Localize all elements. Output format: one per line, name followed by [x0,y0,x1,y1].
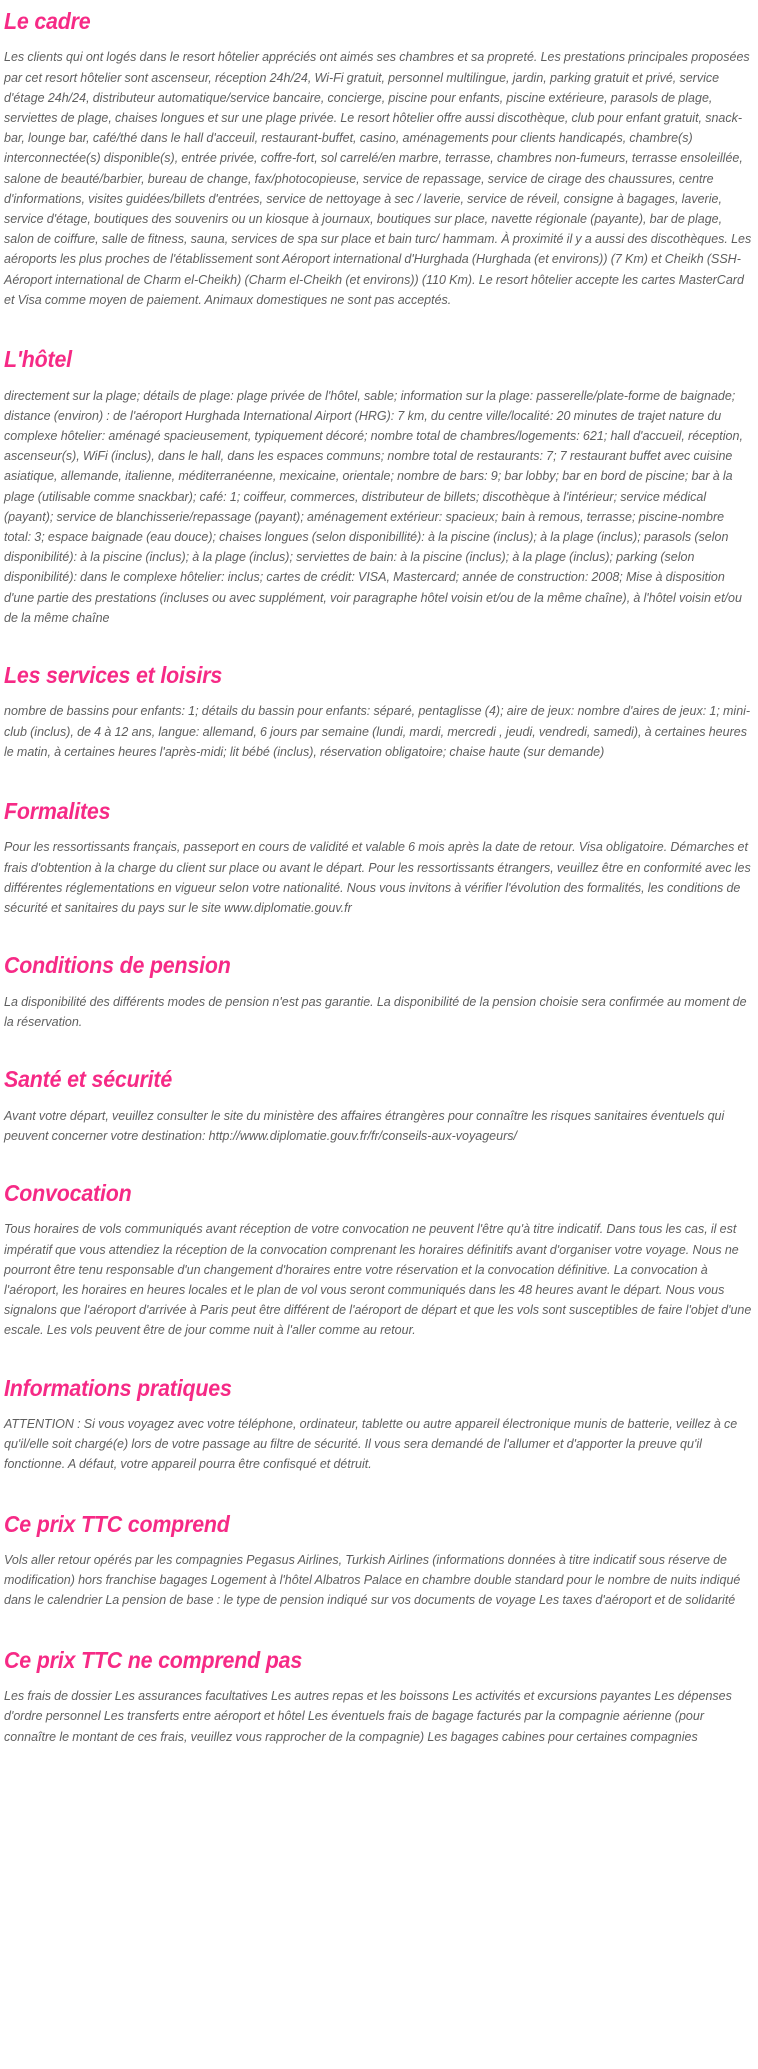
section-convocation [4,1180,754,1341]
section-title-ce-prix-ttc-comprend: Ce prix TTC comprend [4,1510,230,1537]
section-les-services-et-loisirs [4,662,754,762]
section-title-ce-prix-ttc-ne-comprend-pas: Ce prix TTC ne comprend pas [4,1646,303,1673]
section-title-le-cadre: Le cadre [4,8,91,34]
section-le-cadre [4,8,754,310]
section-body-ce-prix-ttc-comprend: Vols aller retour opérés par les compagnies Pegasus Airlines, Turkish Airlines (informations données à titre indicatif sous réserve de modification) hors franchise bagages Logement à l'hôtel Albatros Palace en chambre double standard pour le nombre de nuits indiqué dans le calendrier La pension de base : le type de pension indiqué sur vos documents de voyage Les taxes d'aéroport et de solidarité [4,1552,741,1608]
section-title-formalites: Formalites [4,798,111,824]
section-ce-prix-ttc-ne-comprend-pas [4,1647,754,1747]
section-title-les-services-et-loisirs: Les services et loisirs [4,661,223,688]
section-body-formalites: Pour les ressortissants français, passeport en cours de validité et valable 6 mois après la date de retour. Visa obligatoire. Démarches et frais d'obtention à la charge du client sur place ou avant le départ. Pour les ressortissants étrangers, veuillez être en conformité avec les différentes réglementations en vigueur selon votre nationalité. Nous vous invitons à vérifier l'évolution des formalités, les conditions de sécurité et sanitaires du pays sur le site www.diplomatie.gouv.fr [4,839,751,916]
section-informations-pratiques [4,1375,754,1475]
section-body-conditions-de-pension: La disponibilité des différents modes de pension n'est pas garantie. La disponibilité de la pension choisie sera confirmée au moment de la réservation. [4,993,747,1029]
section-lhotel [4,346,754,628]
section-body-ce-prix-ttc-ne-comprend-pas: Les frais de dossier Les assurances facultatives Les autres repas et les boissons Les activités et excursions payantes Les dépenses d'ordre personnel Les transferts entre aéroport et hôtel Les éventuels frais de bagage facturés par la compagnie aérienne (pour connaître le montant de ces frais, veuillez vous rapprocher de la compagnie) Les bagages cabines pour certaines compagnies [4,1688,732,1744]
section-title-informations-pratiques: Informations pratiques [4,1374,232,1401]
section-title-convocation: Convocation [4,1179,132,1206]
section-body-sante-et-securite: Avant votre départ, veuillez consulter le site du ministère des affaires étrangères pour connaître les risques sanitaires éventuels qui peuvent concerner votre destination: http://www.diplomatie.gouv.fr/fr/conseils-aux-voyageurs/ [4,1107,725,1143]
section-body-convocation: Tous horaires de vols communiqués avant réception de votre convocation ne peuvent l'être qu'à titre indicatif. Dans tous les cas, il est impératif que vous attendiez la réception de la convocation comprenant les horaires définitifs avant d'organiser votre voyage. Nous ne pourront être tenu responsable d'un changement d'horaires entre votre réservation et la convocation définitive. La convocation à l'aéroport, les horaires en heures locales et le plan de vol vous seront communiqués dans les 48 heures avant le départ. Nous vous signalons que l'aéroport d'arrivée à Paris peut être différent de l'aéroport de départ et que les vols sont susceptibles de faire l'objet d'une escale. Les vols peuvent être de jour comme nuit à l'aller comme au retour. [4,1221,752,1338]
section-title-conditions-de-pension: Conditions de pension [4,952,231,979]
section-title-sante-et-securite: Santé et sécurité [4,1066,173,1093]
section-title-lhotel: L'hôtel [4,346,72,373]
section-body-le-cadre: Les clients qui ont logés dans le resort hôtelier appréciés ont aimés ses chambres et sa propreté. Les prestations principales proposées par cet resort hôtelier sont ascenseur, réception 24h/24, Wi-Fi gratuit, personnel multilingue, jardin, parking gratuit et privé, service d'étage 24h/24, distributeur automatique/service bancaire, concierge, piscine pour enfants, piscine extérieure, parasols de plage, serviettes de plage, chaises longues et sur une plage privée. Le resort hôtelier offre aussi discothèque, club pour enfant gratuit, snack-bar, lounge bar, café/thé dans le hall d'acceuil, restaurant-buffet, casino, aménagements pour clients handicapés, chambre(s) interconnectée(s) disponible(s), entrée privée, coffre-fort, sol carrelé/en marbre, terrasse, chambres non-fumeurs, terrasse ensoleillée, salone de beauté/barbier, bureau de change, fax/photocopieuse, service de repassage, service de cirage des chaussures, centre d'informations, visites guidées/billets d'entrées, service de nettoyage à sec / laverie, service de réveil, consigne à bagages, laverie, service d'étage, boutiques des souvenirs ou un kiosque à journaux, boutiques sur place, navette régionale (payante), bar de plage, salon de coiffure, salle de fitness, sauna, services de spa sur place et bain turc/ hammam. À proximité il y a aussi des discothèques. Les aéroports les plus proches de l'établissement sont Aéroport international d'Hurghada (Hurghada (et environs)) (7 Km) et Cheikh (SSH-Aéroport international de Charm el-Cheikh) (Charm el-Cheikh (et environs)) (110 Km). Le resort hôtelier accepte les cartes MasterCard et Visa comme moyen de paiement. Animaux domestiques ne sont pas acceptés. [4,49,752,307]
section-body-informations-pratiques: ATTENTION : Si vous voyagez avec votre téléphone, ordinateur, tablette ou autre appareil électronique munis de batterie, veillez à ce qu'il/elle soit chargé(e) lors de votre passage au filtre de sécurité. Il vous sera demandé de l'allumer et d'apporter la preuve qu'il fonctionne. A défaut, votre appareil pourra être confisqué et détruit. [4,1416,738,1472]
section-conditions-de-pension [4,952,754,1032]
section-sante-et-securite [4,1066,754,1146]
section-formalites [4,798,754,918]
section-ce-prix-ttc-comprend [4,1511,754,1611]
section-body-lhotel: directement sur la plage; détails de plage: plage privée de l'hôtel, sable; information sur la plage: passerelle/plate-forme de baignade; distance (environ) : de l'aéroport Hurghada International Airport (HRG): 7 km, du centre ville/localité: 20 minutes de trajet nature du complexe hôtelier: aménagé spacieusement, typiquement décoré; nombre total de chambres/logements: 621; hall d'accueil, réception, ascenseur(s), WiFi (inclus), dans le hall, dans les espaces communs; nombre total de restaurants: 7; 7 restaurant buffet avec cuisine asiatique, allemande, italienne, méditerranéenne, mexicaine, orientale; nombre de bars: 9; bar lobby; bar en bord de piscine; bar à la plage (utilisable comme snackbar); café: 1; coiffeur, commerces, distributeur de billets; discothèque à l'intérieur; service médical (payant); service de blanchisserie/repassage (payant); aménagement extérieur: spacieux; bain à remous, terrasse; piscine-nombre total: 3; espace baignade (eau douce); chaises longues (selon disponibillité): à la piscine (inclus); à la plage (inclus); parasols (selon disponibilité): à la piscine (inclus); à la plage (inclus); serviettes de bain: à la piscine (inclus); à la plage (inclus); parking (selon disponibilité): dans le complexe hôtelier: inclus; cartes de crédit: VISA, Mastercard; année de construction: 2008; Mise à disposition d'une partie des prestations (incluses ou avec supplément, voir paragraphe hôtel voisin et/ou de la même chaîne), à l'hôtel voisin et/ou de la même chaîne [4,387,743,625]
section-body-les-services-et-loisirs: nombre de bassins pour enfants: 1; détails du bassin pour enfants: séparé, pentaglisse (4); aire de jeux: nombre d'aires de jeux: 1; mini-club (inclus), de 4 à 12 ans, langue: allemand, 6 jours par semaine (lundi, mardi, mercredi , jeudi, vendredi, samedi), à certaines heures le matin, à certaines heures l'après-midi; lit bébé (inclus), réservation obligatoire; chaise haute (sur demande) [4,703,751,759]
